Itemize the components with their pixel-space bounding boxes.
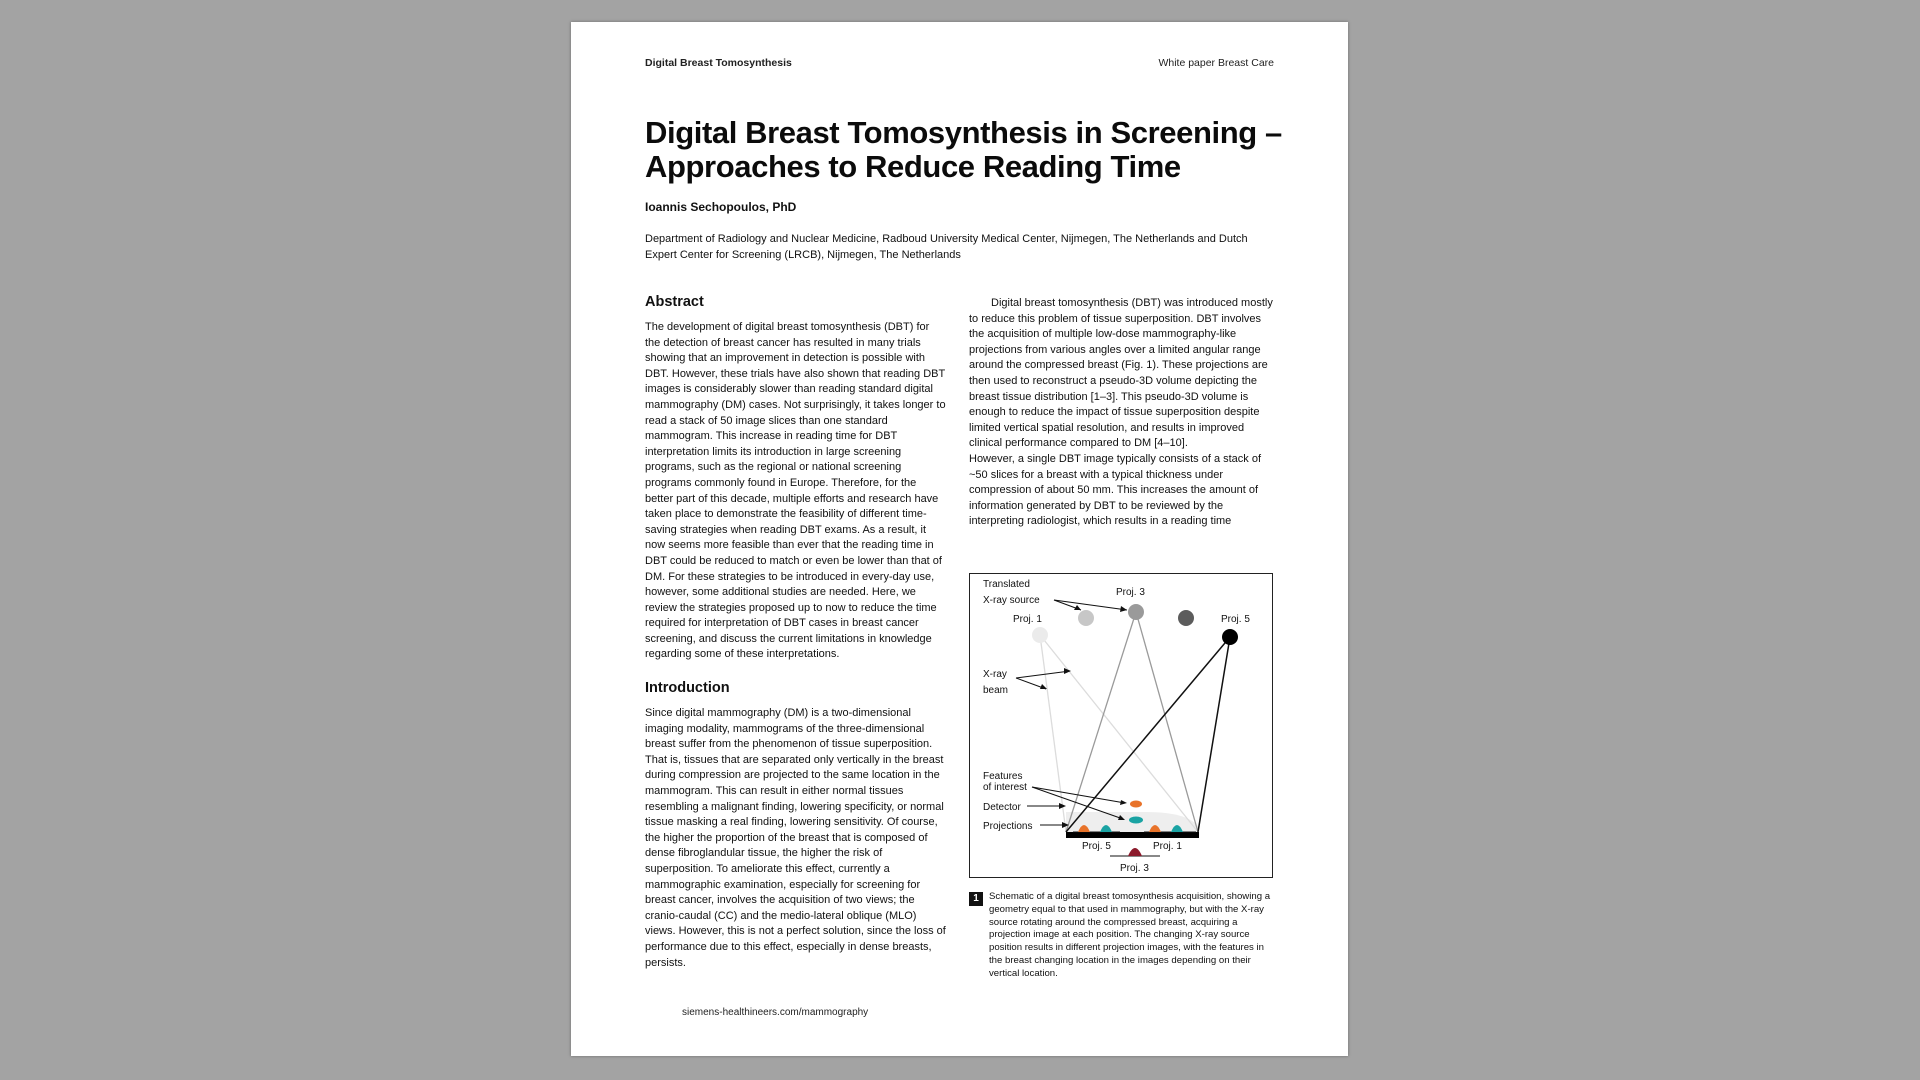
beam-proj5 — [1198, 637, 1230, 832]
introduction-text: Since digital mammography (DM) is a two-dimensional imaging modality, mammograms of the three-dimensional breast suffer from the phenomenon of tissue superposition. That is, tissues that are separated only vertically in the breast during compression are projected to the same location in the mammogram. This can result in either normal tissues resembling a malignant finding, lowering specificity, or normal tissue masking a real finding, lowering sensitivity. Of course, the higher the proportion of the breast that is composed of dense fibroglandular tissue, the higher the risk of superposition. To ameliorate this effect, currently a mammographic examination, especially for screening for breast cancer, involves the acquisition of two views; the cranio-caudal (CC) and the medio-lateral oblique (MLO) views. However, this is not a perfect solution, since the loss of performance due to this effect, especially in dense breasts, persists. — [645, 707, 946, 969]
beam-proj5 — [1066, 637, 1230, 832]
document-page — [571, 22, 1348, 1056]
running-header-right: White paper Breast Care — [1158, 57, 1274, 69]
label-bottom-proj1: Proj. 1 — [1153, 841, 1182, 852]
xray-source-proj1 — [1032, 627, 1048, 643]
running-header-left: Digital Breast Tomosynthesis — [645, 57, 792, 69]
label-translated: Translated — [983, 579, 1030, 590]
beam-proj1 — [1040, 635, 1066, 832]
xray-source-proj2 — [1078, 610, 1094, 626]
arrow-features — [1032, 787, 1125, 803]
figure-number: 1 — [969, 892, 983, 906]
label-xray: X-ray — [983, 669, 1007, 680]
paragraph-1: Digital breast tomosynthesis (DBT) was introduced mostly to reduce this problem of tissue superposition. DBT involves the acquisition of multiple low-dose mammography-like projections from various angles over a limited angular range around the compressed breast (Fig. 1). These projections are then used to reconstruct a pseudo-3D volume depicting the breast tissue distribution [1–3]. This pseudo-3D volume is enough to reduce the impact of tissue superposition despite limited vertical spatial resolution, and results in improved clinical performance compared to DM [4–10]. — [969, 297, 1273, 450]
feature-teal — [1129, 817, 1143, 824]
introduction-heading: Introduction — [645, 680, 730, 697]
label-bottom-proj5: Proj. 5 — [1082, 841, 1111, 852]
label-proj3: Proj. 3 — [1116, 587, 1145, 598]
arrowhead — [1120, 800, 1127, 805]
label-projections: Projections — [983, 821, 1033, 832]
author: Ioannis Sechopoulos, PhD — [645, 200, 797, 214]
label-proj1: Proj. 1 — [1013, 614, 1042, 625]
dbt-schematic-figure — [969, 573, 1273, 878]
arrow-source — [1054, 600, 1127, 610]
xray-source-proj5 — [1222, 629, 1238, 645]
label-features: Features — [983, 771, 1023, 782]
beam-proj3 — [1136, 612, 1198, 832]
right-column — [969, 296, 1274, 546]
label-detector: Detector — [983, 802, 1021, 813]
page-title: Digital Breast Tomosynthesis in Screening – Approaches to Reduce Reading Time — [645, 115, 1282, 184]
label-of-interest: of interest — [983, 782, 1027, 793]
left-column — [645, 293, 947, 987]
dbt-schematic-diagram — [970, 574, 1274, 879]
label-bottom-proj3: Proj. 3 — [1120, 863, 1149, 874]
paragraph-2: However, a single DBT image typically consists of a stack of ~50 slices for a breast with a typical thickness under compression of about 50 mm. This increases the amount of information generated by DBT to be reviewed by the interpreting radiologist, which results in a reading time — [969, 452, 1262, 528]
label-proj5: Proj. 5 — [1221, 614, 1250, 625]
label-xray-source: X-ray source — [983, 595, 1040, 606]
arrow-beam — [1016, 671, 1070, 678]
feature-orange — [1130, 801, 1142, 808]
caption-text: Schematic of a digital breast tomosynthesis acquisition, showing a geometry equal to that used in mammography, but with the X-ray source rotating around the compressed breast, acquiring a projection image at each position. The changing X-ray source position results in different projection images, with the features in the breast changing location in the images depending on their vertical location. — [989, 891, 1271, 979]
figure-caption — [969, 891, 1273, 981]
abstract-text: The development of digital breast tomosynthesis (DBT) for the detection of breast cancer has resulted in many trials showing that an improvement in detection is possible with DBT. However, these trials have also shown that reading DBT images is considerably slower than reading standard digital mammography (DM) cases. Not surprisingly, it takes longer to read a stack of 50 image slices than one standard mammogram. This increase in reading time for DBT interpretation limits its introduction in large screening programs, such as the regional or national screening programs commonly found in Europe. Therefore, for the better part of this decade, multiple efforts and research have taken place to demonstrate the feasibility of different time-saving strategies when reading DBT exams. As a result, it now seems more feasible than ever that the reading time in DBT could be reduced to match or even be lower than that of DM. For these strategies to be introduced in every-day use, however, some additional studies are needed. Here, we review the strategies proposed up to now to reduce the time required for interpretation of DBT cases in breast cancer screening, and discuss the current limitations in knowledge regarding some of these interpretations. — [645, 321, 946, 661]
abstract-heading: Abstract — [645, 294, 704, 310]
affiliation: Department of Radiology and Nuclear Medicine, Radboud University Medical Center, Nijmegen, The Netherlands and Dutch Expert Center for Screening (LRCB), Nijmegen, The Netherlands — [645, 233, 1248, 261]
xray-source-proj4 — [1178, 610, 1194, 626]
footer-url: siemens-healthineers.com/mammography — [682, 1007, 869, 1018]
xray-source-proj3 — [1128, 604, 1144, 620]
detector — [1066, 832, 1199, 838]
arrowhead — [1120, 606, 1127, 612]
projection-peak-maroon — [1128, 848, 1142, 856]
label-beam: beam — [983, 685, 1009, 696]
